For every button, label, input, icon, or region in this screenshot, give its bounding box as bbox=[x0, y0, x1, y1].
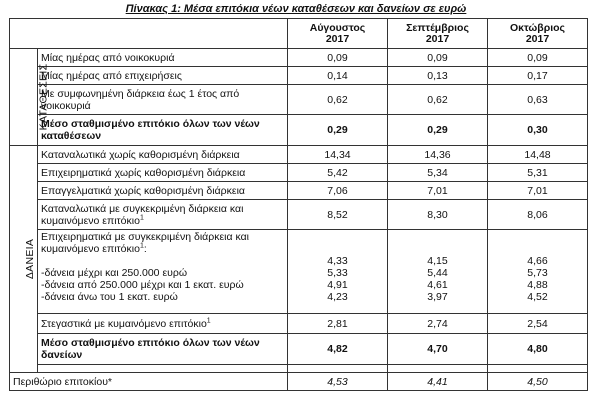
cell-value-stack bbox=[288, 230, 388, 314]
row-label: Μίας ημέρας από επιχειρήσεις bbox=[38, 67, 288, 85]
cell-value: 5,33 bbox=[327, 267, 348, 279]
cell-value: 4,91 bbox=[327, 279, 348, 291]
column-header: Αύγουστος 2017 bbox=[288, 19, 388, 49]
cell-value: 0,62 bbox=[288, 85, 388, 115]
cell-value: 4,52 bbox=[527, 291, 548, 303]
cell-value: 4,53 bbox=[288, 373, 388, 391]
row-label: Επιχειρηματικά χωρίς καθορισμένη διάρκεια bbox=[38, 164, 288, 182]
cell-value: 4,61 bbox=[427, 279, 448, 291]
cell-value: 14,48 bbox=[488, 146, 588, 164]
footnote-marker: 1 bbox=[139, 214, 144, 221]
cell-value: 8,30 bbox=[388, 200, 488, 230]
sub-row-label: -δάνεια μέχρι και 250.000 ευρώ bbox=[41, 267, 188, 279]
cell-value: 0,09 bbox=[488, 49, 588, 67]
cell-value: 4,50 bbox=[488, 373, 588, 391]
cell-value: 5,34 bbox=[388, 164, 488, 182]
cell-value: 14,36 bbox=[388, 146, 488, 164]
cell-value: 4,15 bbox=[427, 255, 448, 267]
cell-value: 2,74 bbox=[388, 314, 488, 334]
footnote-marker: 1 bbox=[139, 242, 144, 250]
table-title: Πίνακας 1: Μέσα επιτόκια νέων καταθέσεων και δανείων σε ευρώ bbox=[125, 3, 467, 15]
cell-value: 0,09 bbox=[288, 49, 388, 67]
table-row bbox=[10, 182, 588, 200]
row-label: Μίας ημέρας από νοικοκυριά bbox=[38, 49, 288, 67]
cell-value: 4,33 bbox=[327, 255, 348, 267]
cell-value: 4,41 bbox=[388, 373, 488, 391]
cell-value: 0,09 bbox=[388, 49, 488, 67]
table-row bbox=[10, 314, 588, 334]
cell-value: 7,06 bbox=[288, 182, 388, 200]
cell-value: 0,63 bbox=[488, 85, 588, 115]
cell-value: 0,14 bbox=[288, 67, 388, 85]
table-row bbox=[10, 49, 588, 67]
row-label: Με συμφωνημένη διάρκεια έως 1 έτος από νοικοκυριά bbox=[38, 85, 288, 115]
cell-value: 3,97 bbox=[427, 291, 448, 303]
table-row-margin bbox=[10, 373, 588, 391]
group-label-deposits: ΚΑΤΑΘΕΣΕΙΣ bbox=[10, 49, 38, 146]
table-row bbox=[10, 146, 588, 164]
group-label-loans: ΔΑΝΕΙΑ bbox=[10, 146, 38, 373]
table-row bbox=[10, 85, 588, 115]
cell-value: 5,42 bbox=[288, 164, 388, 182]
column-header: Σεπτέμβριος 2017 bbox=[388, 19, 488, 49]
cell-value-stack bbox=[488, 230, 588, 314]
spacer-row bbox=[10, 365, 588, 373]
footnote-marker: 1 bbox=[206, 317, 211, 324]
sub-row-label: -δάνεια άνω του 1 εκατ. ευρώ bbox=[41, 291, 178, 303]
row-label: Μέσο σταθμισμένο επιτόκιο όλων των νέων δανείων bbox=[38, 334, 288, 365]
cell-value-stack bbox=[388, 230, 488, 314]
cell-value: 4,82 bbox=[288, 334, 388, 365]
header-blank bbox=[10, 19, 288, 49]
cell-value: 5,31 bbox=[488, 164, 588, 182]
cell-value: 5,73 bbox=[527, 267, 548, 279]
cell-value: 8,06 bbox=[488, 200, 588, 230]
row-label: Καταναλωτικά χωρίς καθορισμένη διάρκεια bbox=[38, 146, 288, 164]
cell-value: 5,44 bbox=[427, 267, 448, 279]
cell-value: 4,88 bbox=[527, 279, 548, 291]
cell-value: 0,29 bbox=[288, 115, 388, 146]
cell-value: 2,81 bbox=[288, 314, 388, 334]
row-label: Καταναλωτικά με συγκεκριμένη διάρκεια και κυμαινόμενο επιτόκιο$^1$ bbox=[38, 200, 288, 230]
header-row bbox=[10, 19, 588, 49]
cell-value: 0,17 bbox=[488, 67, 588, 85]
cell-value: 14,34 bbox=[288, 146, 388, 164]
cell-value: 4,80 bbox=[488, 334, 588, 365]
table-row-total bbox=[10, 115, 588, 146]
cell-value: 0,30 bbox=[488, 115, 588, 146]
cell-value: 4,70 bbox=[388, 334, 488, 365]
cell-value: 7,01 bbox=[488, 182, 588, 200]
cell-value: 2,54 bbox=[488, 314, 588, 334]
sub-row-label: -δάνεια από 250.000 μέχρι και 1 εκατ. ευρώ bbox=[41, 279, 244, 291]
row-label: Στεγαστικά με κυμαινόμενο επιτόκιο$^1$ bbox=[38, 314, 288, 334]
cell-value: 0,29 bbox=[388, 115, 488, 146]
table-row-business-fixed bbox=[10, 230, 588, 314]
row-label: Μέσο σταθμισμένο επιτόκιο όλων των νέων καταθέσεων bbox=[38, 115, 288, 146]
column-header: Οκτώβριος 2017 bbox=[488, 19, 588, 49]
table-row-total bbox=[10, 334, 588, 365]
cell-value: 7,01 bbox=[388, 182, 488, 200]
cell-value: 4,23 bbox=[327, 291, 348, 303]
cell-value: 4,66 bbox=[527, 255, 548, 267]
interest-rates-table bbox=[9, 18, 588, 391]
table-row bbox=[10, 200, 588, 230]
row-label: Επιχειρηματικά με συγκεκριμένη διάρκεια και κυμαινόμενο επιτόκιο$^1$: -δάνεια μέχρι και 250.000 ευρώ -δάνεια από 250.000 μέχρι και 1 εκατ. ευρώ -δάνεια άνω του 1 εκατ. ευρώ bbox=[38, 230, 288, 314]
cell-value: 8,52 bbox=[288, 200, 388, 230]
cell-value: 0,62 bbox=[388, 85, 488, 115]
table-row bbox=[10, 164, 588, 182]
cell-value: 0,13 bbox=[388, 67, 488, 85]
table-row bbox=[10, 67, 588, 85]
row-label: Επαγγελματικά χωρίς καθορισμένη διάρκεια bbox=[38, 182, 288, 200]
row-label: Περιθώριο επιτοκίου* bbox=[10, 373, 288, 391]
